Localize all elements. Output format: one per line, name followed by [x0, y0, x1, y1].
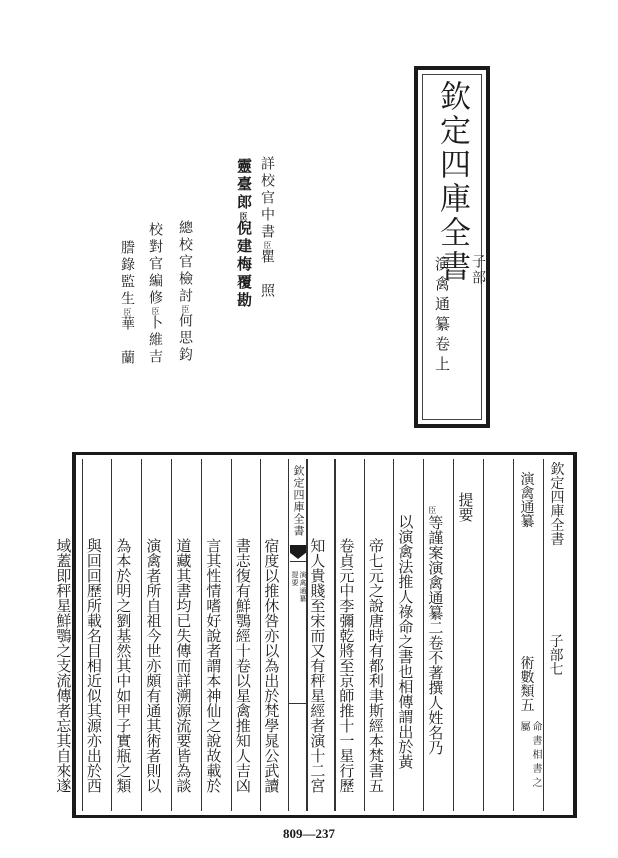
text-column [393, 459, 424, 811]
cover-volume: 演禽通纂卷上 [433, 256, 451, 376]
column-heading [453, 459, 484, 811]
column-text: 以演禽法推人祿命之書也相傳謂出於黃 [398, 513, 420, 771]
text-column [82, 459, 112, 811]
text-column [52, 459, 82, 811]
official-mark: 臣 [123, 308, 132, 316]
text-column [260, 459, 289, 811]
credit-chief-collator [178, 220, 192, 364]
column-text: 帝七元之說唐時有都利聿斯經本梵書五 [368, 537, 391, 795]
credit-reviewer [236, 158, 251, 310]
fold-rule [290, 561, 306, 570]
column-text: 與回回歷所載名目相近似其源亦出於西 [86, 537, 109, 795]
column-text: 卷貞元中李彌乾將至京師推十一星行歷 [339, 537, 361, 795]
column-text: 言其性情嗜好說者謂本神仙之說故載於 [206, 537, 228, 795]
credit-proofreader [148, 222, 162, 366]
heading-tiyao: 提要 [458, 491, 480, 524]
official-mark: 臣 [181, 305, 190, 313]
column-text: 書志復有鮮鶚經十卷以星禽推知人吉凶 [235, 537, 258, 795]
column-text: 道藏其書均已失傳而詳溯源流要皆為談 [176, 537, 198, 795]
column-text: 為本於明之劉基然其中如甲子實瓶之類 [116, 537, 138, 795]
cover-section: 子部 [470, 254, 486, 286]
column-book-title [513, 459, 544, 811]
cover-title-slip [414, 66, 490, 428]
credit-name: 瞿 照 [259, 249, 275, 300]
credit-title: 靈臺郎 [235, 158, 253, 212]
official-mark: 臣 [263, 241, 272, 249]
credit-detailed-collator [260, 156, 274, 300]
column-blank [483, 459, 514, 811]
fold-note-section: 提要 [291, 571, 299, 587]
text-column [423, 459, 454, 811]
column-text: 域蓋即秤星鮮鶚之支流傳者忘其自來遂 [56, 537, 78, 795]
text-column [111, 459, 142, 811]
credit-name: 倪建梅覆勘 [235, 220, 253, 310]
credit-name: 何思鈞 [177, 313, 193, 364]
header-book-title: 演禽通纂 [520, 472, 538, 530]
text-column [364, 459, 394, 811]
column-text: 知人貴賤至宋而又有秤星經者演十二宮 [310, 537, 332, 795]
text-column [334, 459, 365, 811]
page-number: 809—237 [283, 826, 335, 841]
text-column [201, 459, 232, 811]
fold-end-rule [289, 703, 307, 704]
official-mark: 臣 [428, 506, 437, 515]
text-column [306, 459, 336, 811]
credit-copyist [120, 240, 134, 367]
cover-title: 欽定四庫全書 [434, 80, 470, 284]
center-fold [288, 459, 308, 811]
category-note-right: 命書相書之 [530, 721, 541, 791]
column-text: 演禽者所自祖今世亦頗有通其術者則以 [146, 537, 168, 795]
text-page [56, 452, 577, 818]
header-collection: 欽定四庫全書 [550, 462, 567, 548]
column-text: 臣等謹案演禽通纂二卷不著撰人姓名乃 [428, 506, 450, 757]
credit-title: 校對官編修 [147, 222, 163, 307]
official-mark: 臣 [151, 307, 160, 315]
column-collection-header [543, 459, 573, 811]
text-column [231, 459, 261, 811]
text-column [141, 459, 172, 811]
official-mark: 臣 [239, 212, 249, 220]
header-section: 子部七 [549, 634, 568, 678]
category-note-left: 屬 [518, 721, 529, 735]
text-column [171, 459, 202, 811]
credit-title: 總校官檢討 [177, 220, 193, 305]
fold-note-book: 演禽通纂 [299, 571, 307, 603]
credit-title: 詳校官中書 [259, 156, 275, 241]
credit-name: 卜維吉 [147, 315, 163, 366]
credit-title: 謄錄監生 [119, 240, 135, 308]
credit-name: 華 蘭 [119, 316, 135, 367]
column-text: 宿度以推休咎亦以為出於梵學晁公武讀 [264, 537, 286, 795]
fold-title: 欽定四庫全書 [292, 465, 305, 537]
fish-tail-mark [290, 545, 306, 559]
header-category: 術數類五 [520, 656, 538, 714]
